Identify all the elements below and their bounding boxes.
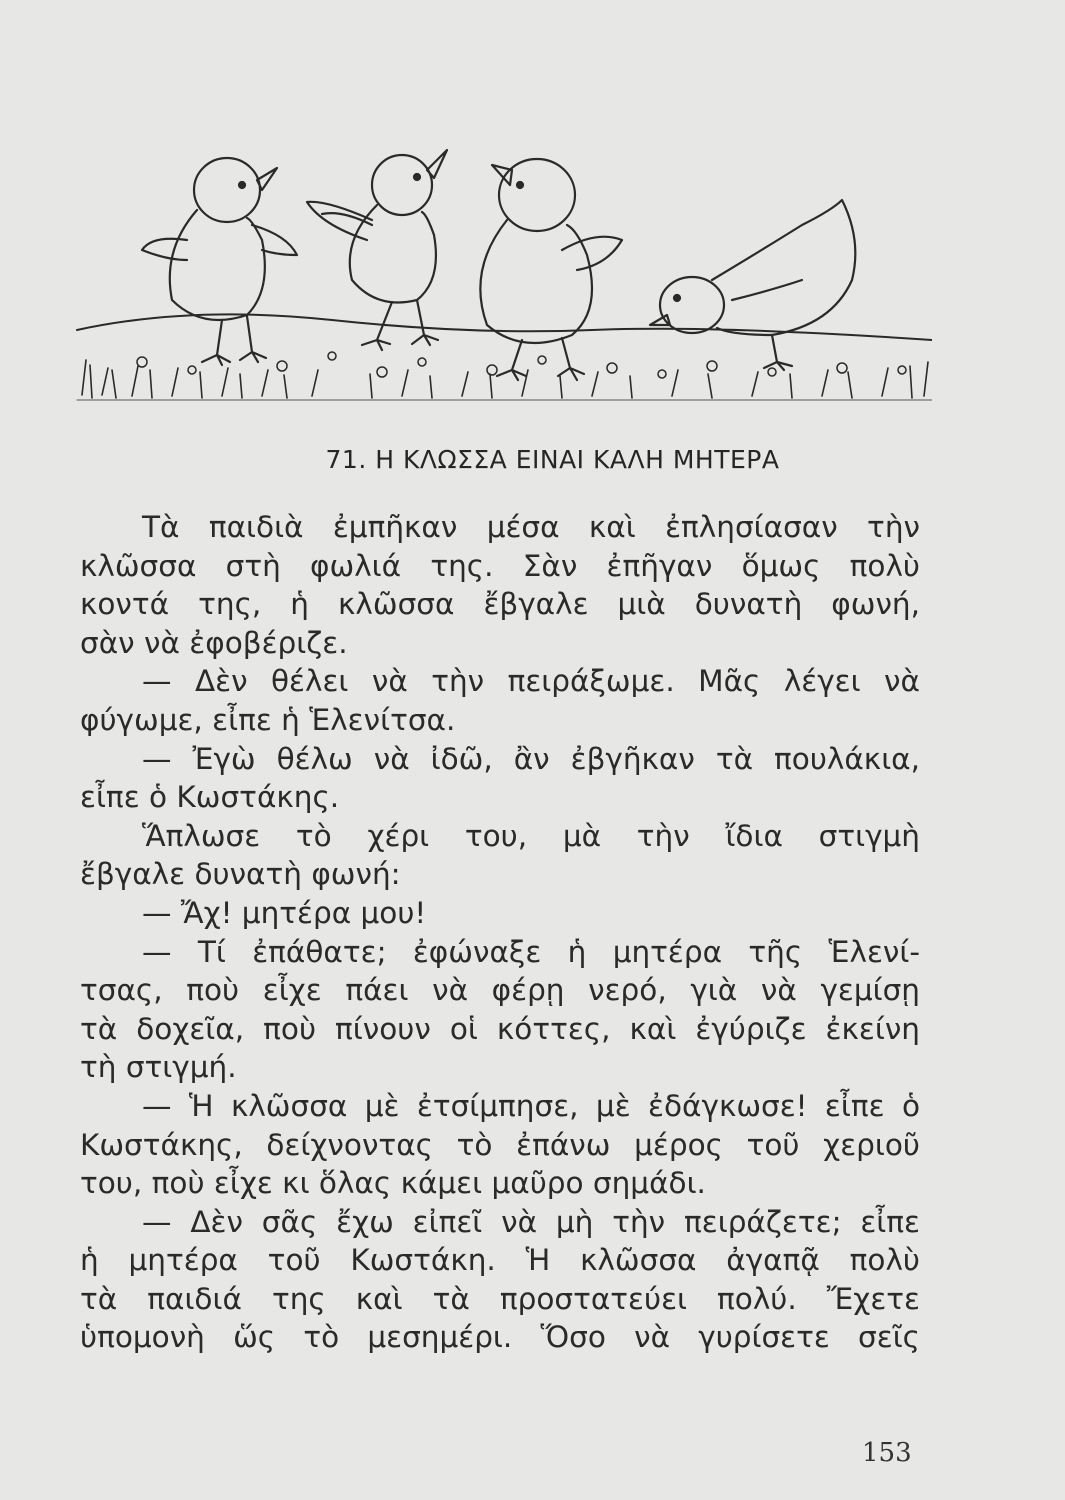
text-line: — Δὲν σᾶς ἔχω εἰπεῖ νὰ μὴ τὴν πειράζετε; εἶπε: [142, 1204, 920, 1239]
paragraph: [80, 817, 920, 894]
text-line: σὰν νὰ ἐφοβέριζε.: [80, 625, 348, 660]
text-line: κλῶσσα στὴ φωλιά της. Σὰν ἐπῆγαν ὅμως πολὺ: [80, 548, 920, 583]
chicks-illustration: [72, 130, 932, 415]
text-line: — Ἡ κλῶσσα μὲ ἐτσίμπησε, μὲ ἐδάγκωσε! εἶπε ὁ: [142, 1088, 920, 1123]
text-line: τὰ δοχεῖα, ποὺ πίνουν οἱ κόττες, καὶ ἐγύριζε ἐκείνη: [80, 1011, 920, 1046]
text-line: Ἅπλωσε τὸ χέρι του, μὰ τὴν ἴδια στιγμὴ: [142, 818, 920, 853]
page-number: 153: [862, 1438, 912, 1468]
paragraph: [80, 662, 920, 739]
chick-3: [480, 159, 622, 380]
text-line: εἶπε ὁ Κωστάκης.: [80, 780, 340, 815]
text-line: του, ποὺ εἶχε κι ὅλας κάμει μαῦρο σημάδι.: [80, 1166, 706, 1201]
text-line: φύγωμε, εἶπε ἡ Ἑλενίτσα.: [80, 702, 456, 737]
text-line: κοντά της, ἡ κλῶσσα ἔβγαλε μιὰ δυνατὴ φωνή,: [80, 587, 920, 622]
story-text: [80, 508, 920, 1357]
text-line: ἔβγαλε δυνατὴ φωνή:: [80, 857, 401, 892]
chicks-illustration-svg: [72, 130, 932, 415]
text-line: — Ἐγὼ θέλω νὰ ἰδῶ, ἂν ἐβγῆκαν τὰ πουλάκια,: [142, 741, 920, 776]
paragraph: [80, 1203, 920, 1357]
text-line: τσας, ποὺ εἶχε πάει νὰ φέρῃ νερό, γιὰ νὰ γεμίσῃ: [80, 973, 920, 1008]
text-line: Τὰ παιδιὰ ἐμπῆκαν μέσα καὶ ἐπλησίασαν τὴν: [142, 510, 920, 544]
paragraph: [80, 740, 920, 817]
paragraph: [80, 894, 920, 933]
text-line: Κωστάκης, δείχνοντας τὸ ἐπάνω μέρος τοῦ χεριοῦ: [80, 1127, 920, 1162]
paragraph: [80, 933, 920, 1087]
text-line: τὰ παιδιά της καὶ τὰ προστατεύει πολύ. Ἔχετε: [80, 1281, 920, 1316]
chick-4: [650, 200, 855, 370]
text-line: — Τί ἐπάθατε; ἐφώναξε ἡ μητέρα τῆς Ἑλενί-: [142, 934, 920, 969]
chapter-title: 71. Η ΚΛΩΣΣΑ ΕΙΝΑΙ ΚΑΛΗ ΜΗΤΕΡΑ: [325, 445, 780, 474]
text-line: — Ἄχ! μητέρα μου!: [142, 895, 427, 930]
text-line: τὴ στιγμή.: [80, 1050, 237, 1085]
text-line: — Δὲν θέλει νὰ τὴν πειράξωμε. Μᾶς λέγει νὰ: [142, 664, 920, 699]
paragraph: [80, 508, 920, 662]
chick-1: [142, 158, 297, 365]
text-line: ὑπομονὴ ὥς τὸ μεσημέρι. Ὅσο νὰ γυρίσετε σεῖς: [80, 1320, 920, 1355]
paragraph: [80, 1087, 920, 1203]
text-line: ἡ μητέρα τοῦ Κωστάκη. Ἡ κλῶσσα ἀγαπᾷ πολὺ: [80, 1243, 920, 1278]
